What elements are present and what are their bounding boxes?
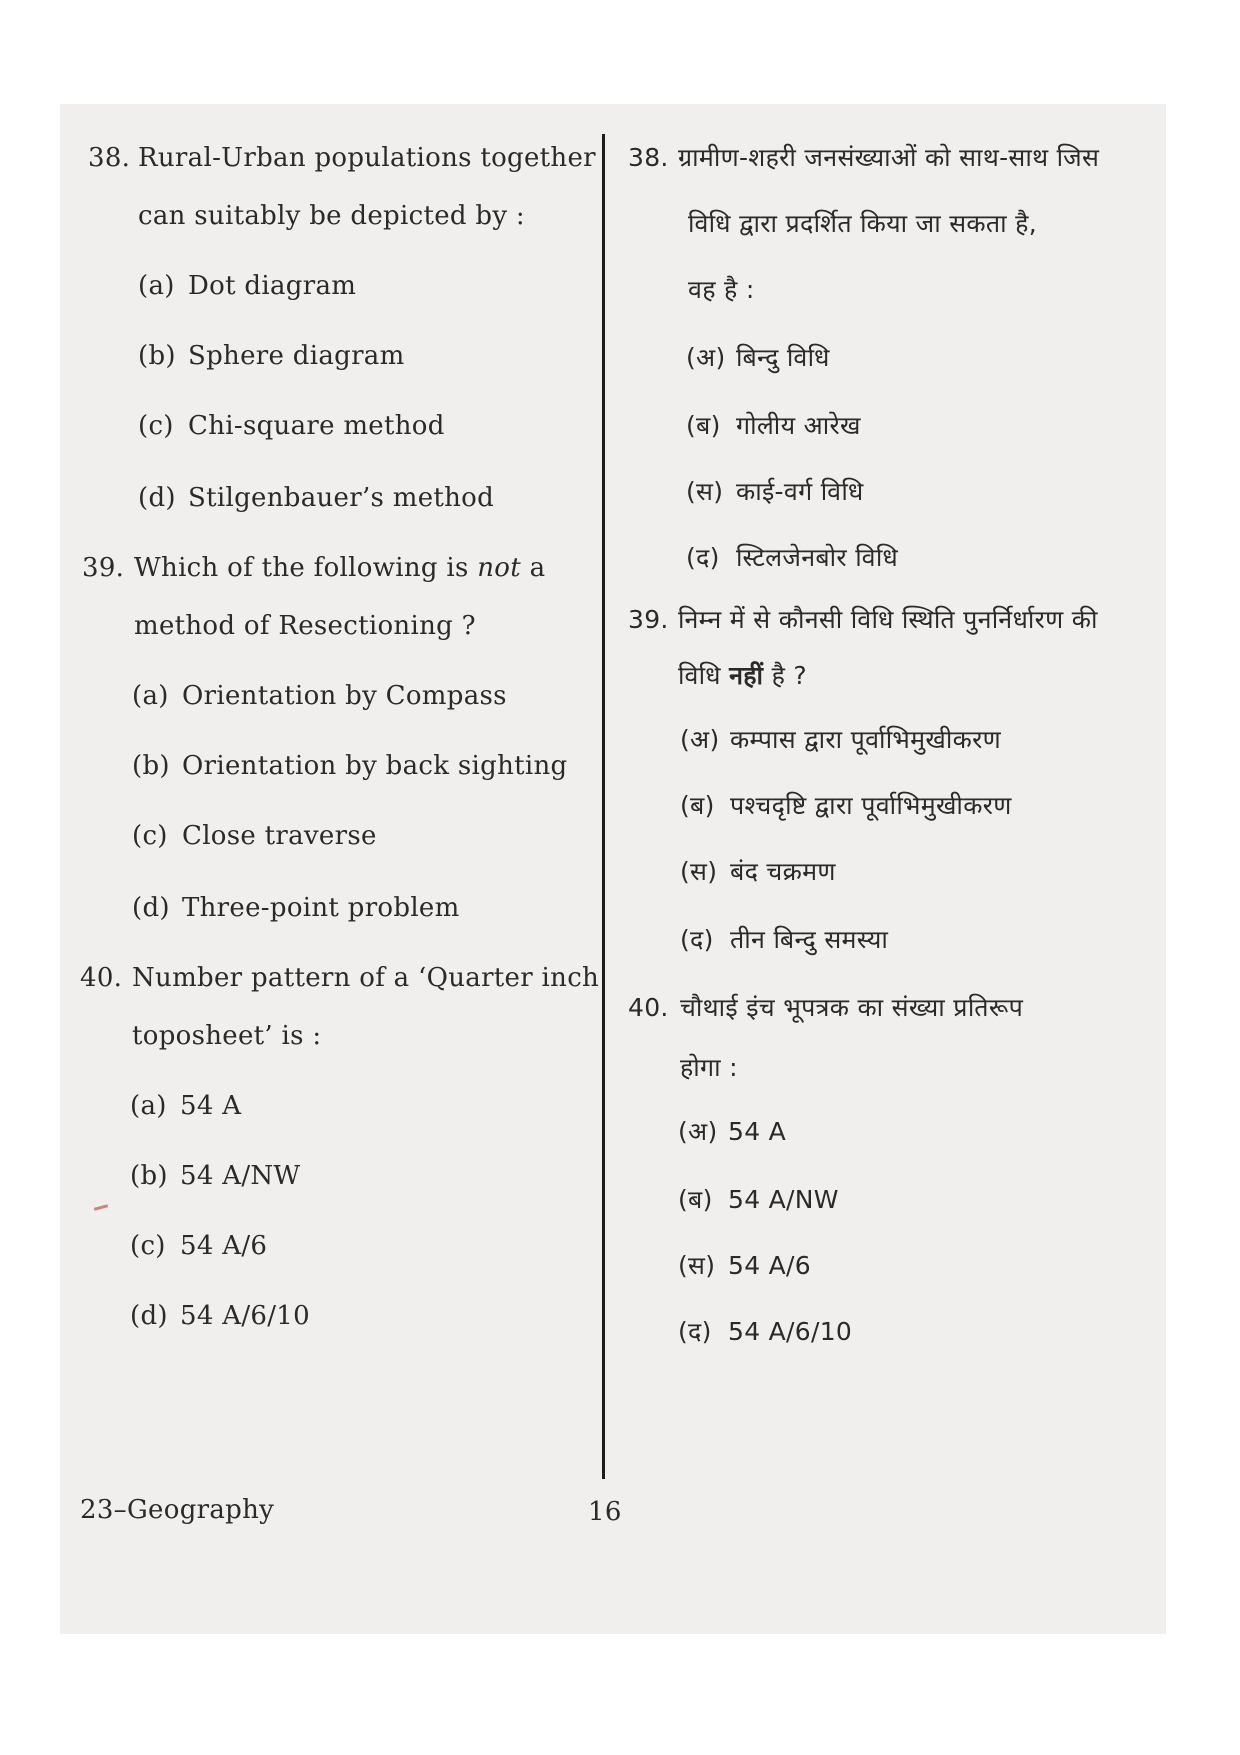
question-38-hi-option-b-label: (ब) — [686, 411, 721, 440]
column-divider — [602, 134, 605, 1479]
question-40-hi-option-d-label: (द) — [678, 1317, 712, 1346]
question-39-hi-option-d-label: (द) — [680, 925, 714, 954]
question-38-number: 38. — [88, 143, 131, 173]
question-38-text-line2: can suitably be depicted by : — [138, 201, 525, 231]
question-38-option-d: Stilgenbauer’s method — [188, 483, 495, 513]
question-38-text-line1: Rural-Urban populations together — [138, 143, 596, 173]
question-40-option-a: 54 A — [180, 1091, 242, 1121]
question-40-option-c: 54 A/6 — [180, 1231, 268, 1261]
question-39-hi-option-a-label: (अ) — [680, 725, 720, 754]
question-40-hi-option-a-label: (अ) — [678, 1117, 718, 1146]
question-38-hi-option-c: काई-वर्ग विधि — [736, 477, 864, 506]
question-39-text-line1 — [134, 552, 545, 584]
question-39-hi-option-c: बंद चक्रमण — [730, 857, 836, 886]
question-38-hi-option-d-label: (द) — [686, 543, 720, 572]
question-38-hi-option-b: गोलीय आरेख — [736, 411, 861, 440]
question-38-hi-text-line2: विधि द्वारा प्रदर्शित किया जा सकता है, — [688, 209, 1038, 238]
question-39-hi-option-d: तीन बिन्दु समस्या — [730, 925, 889, 954]
question-40-text-line2: toposheet’ is : — [132, 1021, 322, 1051]
question-39-hi-option-b-label: (ब) — [680, 791, 715, 820]
question-38-option-c: Chi-square method — [188, 411, 445, 441]
question-39-option-c-label: (c) — [132, 821, 168, 851]
question-40-hi-text-line1: चौथाई इंच भूपत्रक का संख्या प्रतिरूप — [680, 993, 1024, 1022]
question-38-option-a: Dot diagram — [188, 271, 357, 301]
question-38-hi-text-line1: ग्रामीण-शहरी जनसंख्याओं को साथ-साथ जिस — [678, 143, 1100, 172]
question-38-option-a-label: (a) — [138, 271, 175, 301]
question-38-hi-option-c-label: (स) — [686, 477, 724, 506]
question-38-hi-option-a: बिन्दु विधि — [736, 343, 830, 372]
question-40-hi-option-b: 54 A/NW — [728, 1185, 839, 1214]
hindi-column — [628, 104, 1166, 1634]
exam-page — [60, 104, 1166, 1634]
question-40-hi-text-line2: होगा : — [680, 1053, 738, 1082]
question-39-hi-text-post: है ? — [771, 661, 807, 690]
question-39-hi-emphasis: नहीं — [729, 661, 764, 690]
question-39-option-c: Close traverse — [182, 821, 377, 851]
question-39-text-post: a — [529, 553, 546, 583]
question-40-option-d: 54 A/6/10 — [180, 1301, 310, 1331]
question-40-number: 40. — [80, 963, 123, 993]
question-39-number: 39. — [82, 553, 125, 583]
question-40-hi-option-b-label: (ब) — [678, 1185, 713, 1214]
question-39-hi-option-c-label: (स) — [680, 857, 718, 886]
question-40-hi-option-a: 54 A — [728, 1117, 787, 1146]
question-40-hi-option-c: 54 A/6 — [728, 1251, 811, 1280]
question-38-hi-number: 38. — [628, 143, 669, 172]
question-38-hi-option-a-label: (अ) — [686, 343, 726, 372]
question-39-hi-text-line2 — [678, 660, 807, 692]
question-38-option-b: Sphere diagram — [188, 341, 405, 371]
question-38-hi-option-d: स्टिलजेनबोर विधि — [736, 543, 899, 572]
question-40-option-b: 54 A/NW — [180, 1161, 301, 1191]
question-40-hi-option-d: 54 A/6/10 — [728, 1317, 853, 1346]
question-39-option-b: Orientation by back sighting — [182, 751, 568, 781]
question-39-option-d-label: (d) — [132, 893, 170, 923]
question-40-option-b-label: (b) — [130, 1161, 168, 1191]
question-38-option-c-label: (c) — [138, 411, 174, 441]
footer-subject: 23–Geography — [80, 1495, 275, 1525]
question-39-text-pre: Which of the following is — [134, 553, 469, 583]
question-39-emphasis: not — [477, 553, 522, 583]
question-39-option-b-label: (b) — [132, 751, 170, 781]
page-number: 16 — [588, 1497, 622, 1527]
question-38-hi-text-line3: वह है : — [688, 275, 755, 304]
question-39-hi-text-pre: विधि — [678, 661, 721, 690]
question-39-option-d: Three-point problem — [182, 893, 460, 923]
question-40-hi-number: 40. — [628, 993, 669, 1022]
question-38-option-d-label: (d) — [138, 483, 176, 513]
question-39-option-a-label: (a) — [132, 681, 169, 711]
question-40-option-d-label: (d) — [130, 1301, 168, 1331]
question-40-option-a-label: (a) — [130, 1091, 167, 1121]
question-39-option-a: Orientation by Compass — [182, 681, 507, 711]
question-40-hi-option-c-label: (स) — [678, 1251, 716, 1280]
question-39-hi-option-a: कम्पास द्वारा पूर्वाभिमुखीकरण — [730, 725, 1001, 754]
question-40-option-c-label: (c) — [130, 1231, 166, 1261]
question-39-hi-number: 39. — [628, 605, 669, 634]
question-38-option-b-label: (b) — [138, 341, 176, 371]
english-column — [60, 104, 600, 1634]
question-39-hi-option-b: पश्चदृष्टि द्वारा पूर्वाभिमुखीकरण — [730, 791, 1012, 820]
question-39-hi-text-line1: निम्न में से कौनसी विधि स्थिति पुनर्निर्धारण की — [678, 605, 1098, 634]
question-39-text-line2: method of Resectioning ? — [134, 611, 476, 641]
question-40-text-line1: Number pattern of a ‘Quarter inch — [132, 963, 600, 993]
